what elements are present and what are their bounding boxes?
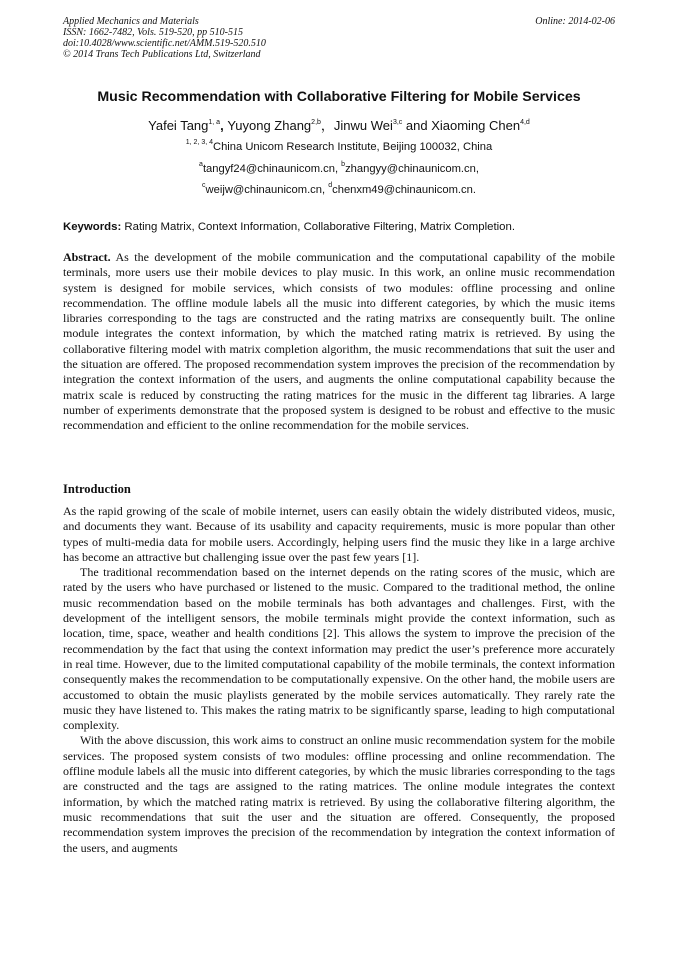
abstract bbox=[63, 250, 615, 434]
email-superscript: a bbox=[199, 161, 203, 168]
author-email: weijw@chinaunicom.cn bbox=[205, 184, 322, 196]
email-line-1 bbox=[40, 163, 638, 175]
author-superscript: 1, a bbox=[208, 119, 221, 126]
paragraph: The traditional recommendation based on the internet depends on the rating scores of the music, which are rated by the users who have purchased or listened to the music. Compared to the traditional method, the online music recommendation based on the mobile terminals has both advantages and challenges. First, with the development of the intelligent sensors, the mobile terminals might provide the context information, such as location, time, space, weather and health conditions [2]. This allows the system to improve the precision of the recommendation by the fact that using the context information may predict the user’s preference more accurately in real time. However, due to the limited computational capability of the mobile terminals, the context information consequently makes the recommendation to be computationally expensive. On the other hand, the mobile users are accustomed to obtain the music playlists generated by the mobile services automatically. They rarely rate the music they have listened to. This makes the rating matrix to be significantly sparse, leading to high computational complexity. bbox=[63, 565, 615, 733]
email-separator: , bbox=[334, 163, 342, 175]
email-line-2 bbox=[40, 184, 638, 196]
email-separator: , bbox=[475, 163, 479, 175]
author-email: tangyf24@chinaunicom.cn bbox=[202, 163, 335, 175]
email-superscript: c bbox=[202, 182, 206, 189]
email-superscript: b bbox=[341, 161, 346, 168]
journal-header bbox=[63, 16, 615, 60]
keywords bbox=[63, 221, 615, 233]
author-separator: , bbox=[220, 118, 228, 133]
author-separator: and bbox=[402, 118, 432, 133]
issn-line: ISSN: 1662-7482, Vols. 519-520, pp 510-515 bbox=[63, 27, 243, 38]
paper-title: Music Recommendation with Collaborative Filtering for Mobile Services bbox=[97, 89, 581, 105]
email-separator: . bbox=[472, 184, 476, 196]
email-separator: , bbox=[322, 184, 329, 196]
paragraph: As the rapid growing of the scale of mobile internet, users can easily obtain the widely distributed videos, music, and documents they want. Because of its usability and capacity requirements, music is more popular than other types of multi-media data for mobile users. Accordingly, helping users find the music they like in a large archive has become an attractive but challenging issue over the past few years [1]. bbox=[63, 504, 615, 564]
section-heading: Introduction bbox=[63, 482, 131, 496]
keywords-text: Rating Matrix, Context Information, Collaborative Filtering, Matrix Completion. bbox=[124, 221, 516, 233]
journal-name: Applied Mechanics and Materials bbox=[63, 16, 199, 27]
affiliation-superscript: 1, 2, 3, 4 bbox=[185, 139, 213, 146]
author-email: chenxm49@chinaunicom.cn bbox=[332, 184, 473, 196]
author-superscript: 3,c bbox=[392, 119, 403, 126]
abstract-text: As the development of the mobile communication and the computational capability of the mobile terminals, more users use their mobile devices to play music. In this work, an online music recommendation system is designed for mobile services, which consists of two modules: offline processing and online recommendation. The offline module labels all the music into different categories, by which the music items libraries corresponding to the tags are constructed and the rating matrixs are consequently built. The online module integrates the context information, by which the matched rating matrix is retrieved. By using the collaborative filtering model with matrix completion algorithm, the music recommendations that suit the user and the situation are offered. The proposed recommendation system improves the precision of the recommendation by integration the context information of the users, and augments the online computational capability because the matrix scale is reduced by constructing the rating matrices for the music in the different tag libraries. A large number of experiments demonstrate that the proposed system is designed to be robust and effective to the music recommendation and efficient to the online recommendation for the mobile services. bbox=[63, 250, 616, 433]
abstract-label: Abstract. bbox=[63, 250, 111, 264]
affiliation bbox=[40, 141, 638, 153]
author-name: Xiaoming Chen bbox=[431, 118, 521, 133]
author-list bbox=[40, 115, 638, 134]
online-date: Online: 2014-02-06 bbox=[535, 16, 615, 27]
copyright-line: © 2014 Trans Tech Publications Ltd, Switzerland bbox=[63, 49, 261, 60]
author-email: zhangyy@chinaunicom.cn bbox=[345, 163, 476, 175]
author-name: Yafei Tang bbox=[148, 118, 209, 133]
affiliation-text: China Unicom Research Institute, Beijing 100032, China bbox=[213, 141, 493, 153]
keywords-label: Keywords: bbox=[63, 221, 122, 233]
author-separator: ， bbox=[320, 118, 334, 133]
introduction-body bbox=[63, 504, 615, 856]
email-superscript: d bbox=[328, 182, 333, 189]
author-superscript: 2,b bbox=[311, 119, 321, 126]
doi-line: doi:10.4028/www.scientific.net/AMM.519-520.510 bbox=[63, 38, 266, 49]
author-superscript: 4,d bbox=[520, 119, 530, 126]
author-name: Yuyong Zhang bbox=[227, 118, 312, 133]
paragraph: With the above discussion, this work aims to construct an online music recommendation system for the mobile services. The proposed system consists of two modules: offline processing and online recommendation. The offline module labels all the music into different categories, by which the music libraries corresponding to the tags are constructed and the tags are assigned to the rating matrices. The online module integrates the context information, by which the matched rating matrix is retrieved. By using the collaborative filtering algorithm, the music recommendations that suit the user and the situation are offered. Consequently, the proposed recommendation system improves the precision of the recommendation by integration the context information of the users, and augments bbox=[63, 733, 615, 855]
author-name: Jinwu Wei bbox=[333, 118, 393, 133]
